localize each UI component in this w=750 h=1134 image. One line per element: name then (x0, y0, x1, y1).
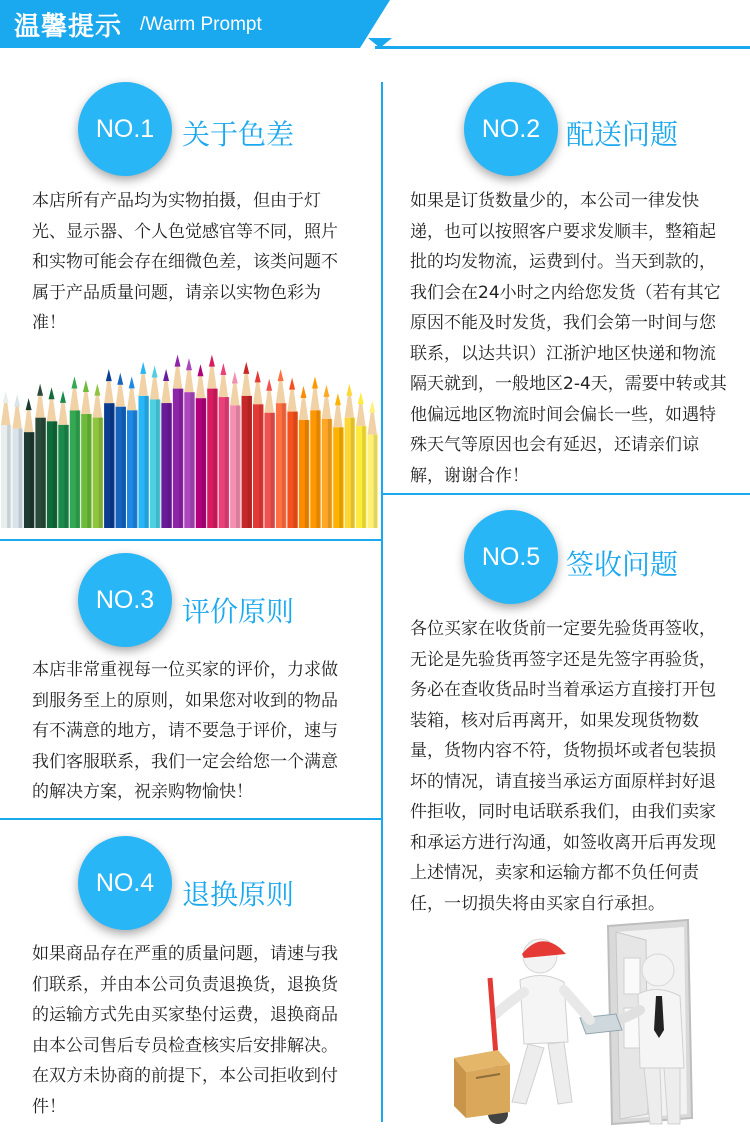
delivery-illustration (440, 918, 740, 1130)
section-5-title: 签收问题 (566, 548, 679, 581)
pencil (207, 355, 217, 528)
pencil (368, 401, 378, 528)
pencil (345, 384, 355, 528)
section-2-number-badge: NO.2 (464, 82, 558, 176)
pencil (310, 376, 320, 528)
pencil (138, 362, 148, 528)
section-divider (0, 818, 381, 820)
pencil (299, 386, 309, 528)
pencil (184, 358, 194, 528)
column-divider (381, 82, 383, 1122)
pencil (35, 384, 45, 528)
section-5-text: 各位买家在收货前一定要先验货再签收，无论是先验货再签字还是先签字再验货，务必在查收货品时当着承运方直接打开包装箱，核对后再离开，如果发现货物数量，货物内容不符，货物损坏或者包装损坏的情况，请直接当承运方面原样封好退件拒收，同时电话联系我们，由我们卖家和承运方进行沟通，如签收离开后再发现上述情况，卖家和运输方都不负任何责任，一切损失将由买家自行承担。 (410, 619, 716, 914)
section-4-title: 退换原则 (182, 878, 295, 911)
pencil (12, 395, 22, 528)
pencil (196, 364, 206, 528)
section-2-text: 如果是订货数量少的，本公司一律发快递，也可以按照客户要求发顺丰，整箱起批的均发物流，运费到付。当天到款的，我们会在24小时之内给您发货（若有其它原因不能及时发货，我们会第一时间与您联系，以达共识）江浙沪地区快递和物流隔天就到，一般地区2-4天，需要中转或其他偏远地区物流时间会偏长一些，如遇特殊天气等原因也会有延迟，还请亲们谅解，谢谢合作！ (410, 191, 727, 486)
pencil (127, 376, 137, 528)
section-5-number-badge: NO.5 (464, 510, 558, 604)
colored-pencils-image (0, 343, 378, 528)
pencil (322, 385, 332, 528)
page-title: 温馨提示 (14, 12, 123, 42)
pencil (230, 371, 240, 528)
section-3-text: 本店非常重视每一位买家的评价，力求做到服务至上的原则，如果您对收到的物品有不满意的地方，请不要急于评价，速与我们客服联系，我们一定会给您一个满意的解决方案，祝亲购物愉快！ (32, 660, 338, 802)
pencil (93, 384, 103, 528)
pencil (24, 398, 34, 528)
pencil (47, 387, 57, 528)
pencil (70, 376, 80, 528)
section-2-title: 配送问题 (566, 118, 679, 151)
section-4-number-badge: NO.4 (78, 836, 172, 930)
header-arrow-icon (368, 38, 392, 48)
header-divider-line (375, 46, 750, 49)
pencil (276, 369, 286, 528)
section-divider (381, 493, 750, 495)
section-1-number-badge: NO.1 (78, 82, 172, 176)
pencil (356, 392, 366, 528)
pencil (264, 379, 274, 528)
delivery-person-icon (440, 918, 740, 1130)
page-subtitle: /Warm Prompt (140, 14, 262, 35)
pencil (104, 369, 114, 528)
section-3-number-badge: NO.3 (78, 553, 172, 647)
pencil (242, 362, 252, 528)
pencil (219, 363, 229, 528)
pencil (161, 369, 171, 528)
pencil (333, 393, 343, 528)
section-1-title: 关于色差 (182, 118, 295, 151)
pencil (58, 391, 68, 528)
section-3-title: 评价原则 (182, 595, 295, 628)
pencil (81, 380, 91, 528)
pencil (150, 365, 160, 528)
pencil (287, 378, 297, 528)
pencil (253, 370, 263, 528)
section-4-text: 如果商品存在严重的质量问题，请速与我们联系，并由本公司负责退换货，退换货的运输方式先由买家垫付运费，退换商品由本公司售后专员检查核实后安排解决。在双方未协商的前提下，本公司拒收到付件！ (32, 944, 338, 1117)
section-1-text: 本店所有产品均为实物拍摄，但由于灯光、显示器、个人色觉感官等不同，照片和实物可能会存在细微色差，该类问题不属于产品质量问题，请亲以实物色彩为准！ (32, 191, 338, 333)
pencil (1, 391, 11, 528)
pencils-illustration (0, 343, 378, 528)
section-divider (0, 539, 381, 541)
pencil (116, 373, 126, 528)
pencil (173, 355, 183, 528)
